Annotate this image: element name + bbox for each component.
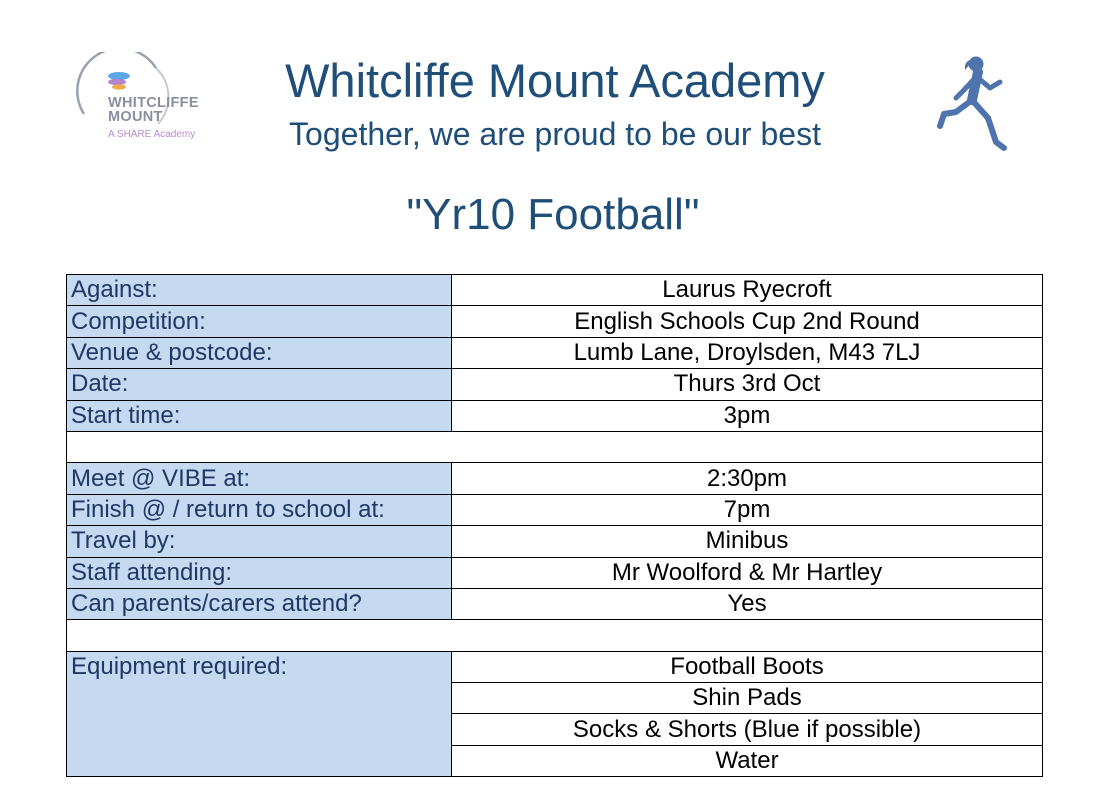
logo-name-line2: MOUNT xyxy=(108,109,163,125)
row-value-date: Thurs 3rd Oct xyxy=(452,369,1043,400)
logo-tagline: A SHARE Academy xyxy=(108,129,196,140)
equipment-item: Water xyxy=(452,745,1043,776)
equipment-item: Shin Pads xyxy=(452,683,1043,714)
table-row xyxy=(67,400,1043,431)
row-label-equipment: Equipment required: xyxy=(67,651,452,777)
table-row xyxy=(67,588,1043,619)
fixture-details-table xyxy=(66,274,1043,777)
logo-name-line1: WHITCLIFFE xyxy=(108,95,199,111)
logo-wordmark xyxy=(108,96,199,124)
spacer-row xyxy=(67,620,1043,651)
row-label-travel: Travel by: xyxy=(67,526,452,557)
table-row xyxy=(67,494,1043,525)
table-row xyxy=(67,557,1043,588)
spacer-row xyxy=(67,431,1043,462)
row-value-competition: English Schools Cup 2nd Round xyxy=(452,306,1043,337)
spacer-cell xyxy=(67,431,1043,462)
table-row xyxy=(67,369,1043,400)
table-row xyxy=(67,526,1043,557)
row-value-against: Laurus Ryecroft xyxy=(452,275,1043,306)
event-title: "Yr10 Football" xyxy=(406,190,700,239)
runner-icon xyxy=(934,52,1030,154)
row-label-staff: Staff attending: xyxy=(67,557,452,588)
row-label-meet: Meet @ VIBE at: xyxy=(67,463,452,494)
row-value-start-time: 3pm xyxy=(452,400,1043,431)
equipment-item: Football Boots xyxy=(452,651,1043,682)
table-row xyxy=(67,463,1043,494)
table-row xyxy=(67,275,1043,306)
table-row xyxy=(67,651,1043,682)
row-value-venue: Lumb Lane, Droylsden, M43 7LJ xyxy=(452,337,1043,368)
row-value-meet: 2:30pm xyxy=(452,463,1043,494)
row-value-travel: Minibus xyxy=(452,526,1043,557)
row-label-start-time: Start time: xyxy=(67,400,452,431)
row-label-venue: Venue & postcode: xyxy=(67,337,452,368)
school-motto: Together, we are proud to be our best xyxy=(289,116,821,152)
row-value-staff: Mr Woolford & Mr Hartley xyxy=(452,557,1043,588)
row-label-date: Date: xyxy=(67,369,452,400)
row-label-parents: Can parents/carers attend? xyxy=(67,588,452,619)
table-row xyxy=(67,337,1043,368)
row-label-finish: Finish @ / return to school at: xyxy=(67,494,452,525)
row-value-finish: 7pm xyxy=(452,494,1043,525)
row-label-competition: Competition: xyxy=(67,306,452,337)
equipment-item: Socks & Shorts (Blue if possible) xyxy=(452,714,1043,745)
table-row xyxy=(67,306,1043,337)
school-name: Whitcliffe Mount Academy xyxy=(285,54,825,107)
row-value-parents: Yes xyxy=(452,588,1043,619)
spacer-cell xyxy=(67,620,1043,651)
row-label-against: Against: xyxy=(67,275,452,306)
